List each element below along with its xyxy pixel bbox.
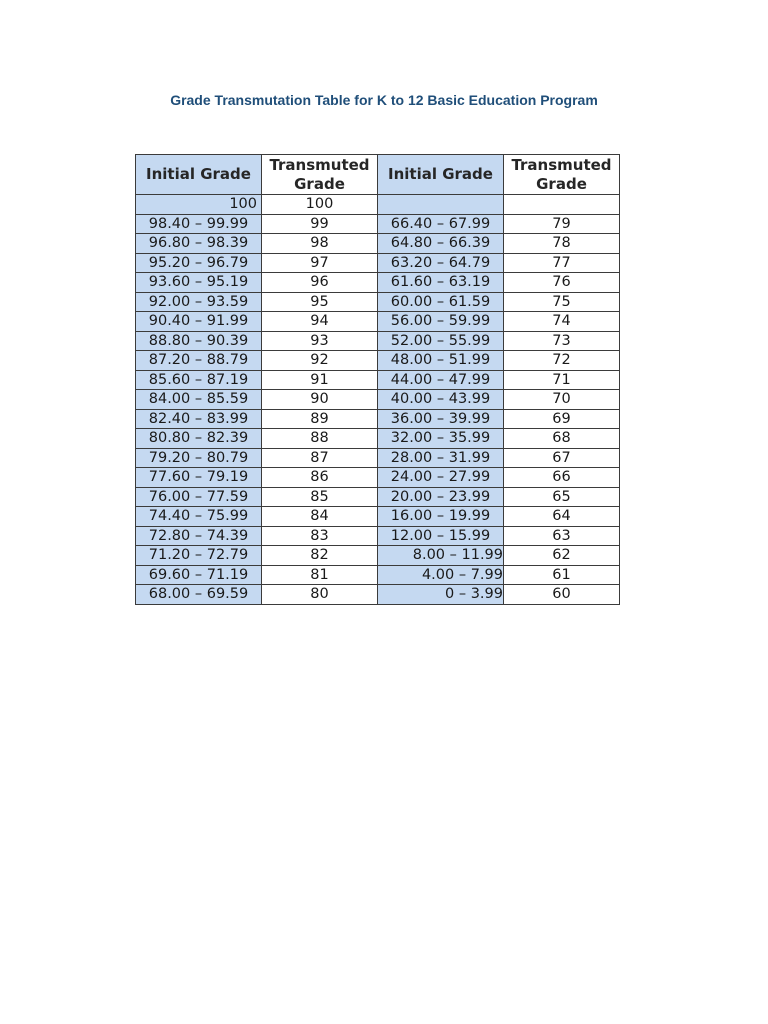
initial-grade-cell-2: 61.60 – 63.19 (378, 273, 504, 293)
transmuted-grade-cell: 83 (262, 526, 378, 546)
transmuted-grade-cell: 97 (262, 253, 378, 273)
initial-grade-cell-2: 66.40 – 67.99 (378, 214, 504, 234)
initial-grade-cell-2: 12.00 – 15.99 (378, 526, 504, 546)
table-row (136, 331, 620, 351)
initial-grade-cell-2: 63.20 – 64.79 (378, 253, 504, 273)
initial-grade-cell: 100 (136, 195, 262, 215)
initial-grade-cell-2: 48.00 – 51.99 (378, 351, 504, 371)
page-title: Grade Transmutation Table for K to 12 Basic Education Program (170, 92, 598, 108)
transmuted-grade-cell-2: 77 (504, 253, 620, 273)
transmuted-grade-cell-2: 70 (504, 390, 620, 410)
initial-grade-cell: 76.00 – 77.59 (136, 487, 262, 507)
initial-grade-cell: 95.20 – 96.79 (136, 253, 262, 273)
transmuted-grade-cell-2: 75 (504, 292, 620, 312)
table-header-row (136, 155, 620, 195)
transmuted-grade-cell-2: 67 (504, 448, 620, 468)
transmuted-grade-cell-2: 73 (504, 331, 620, 351)
table-row (136, 585, 620, 605)
table-row (136, 234, 620, 254)
transmuted-grade-cell-2: 64 (504, 507, 620, 527)
initial-grade-cell-2: 40.00 – 43.99 (378, 390, 504, 410)
transmuted-grade-cell-2: 72 (504, 351, 620, 371)
initial-grade-cell: 96.80 – 98.39 (136, 234, 262, 254)
transmuted-grade-cell: 92 (262, 351, 378, 371)
table-row (136, 351, 620, 371)
initial-grade-cell: 71.20 – 72.79 (136, 546, 262, 566)
initial-grade-cell: 92.00 – 93.59 (136, 292, 262, 312)
table-row (136, 526, 620, 546)
transmuted-grade-cell: 81 (262, 565, 378, 585)
initial-grade-cell: 77.60 – 79.19 (136, 468, 262, 488)
transmuted-grade-cell-2: 79 (504, 214, 620, 234)
transmuted-grade-cell: 90 (262, 390, 378, 410)
initial-grade-cell-2: 16.00 – 19.99 (378, 507, 504, 527)
transmuted-grade-cell-2: 68 (504, 429, 620, 449)
transmuted-grade-cell: 89 (262, 409, 378, 429)
transmuted-grade-cell: 82 (262, 546, 378, 566)
initial-grade-cell-2: 20.00 – 23.99 (378, 487, 504, 507)
transmuted-grade-cell: 84 (262, 507, 378, 527)
transmuted-grade-cell-2: 76 (504, 273, 620, 293)
transmuted-grade-cell: 88 (262, 429, 378, 449)
initial-grade-cell: 98.40 – 99.99 (136, 214, 262, 234)
initial-grade-cell: 72.80 – 74.39 (136, 526, 262, 546)
transmuted-grade-cell-2: 71 (504, 370, 620, 390)
header-initial-grade: Initial Grade (136, 155, 262, 195)
table-row (136, 507, 620, 527)
header-transmuted-grade-2: Transmuted Grade (504, 155, 620, 195)
table-row (136, 195, 620, 215)
transmuted-grade-cell-2: 78 (504, 234, 620, 254)
table-row (136, 312, 620, 332)
initial-grade-cell: 68.00 – 69.59 (136, 585, 262, 605)
initial-grade-cell-2: 36.00 – 39.99 (378, 409, 504, 429)
transmuted-grade-cell: 91 (262, 370, 378, 390)
table-row (136, 253, 620, 273)
initial-grade-cell-2: 44.00 – 47.99 (378, 370, 504, 390)
transmuted-grade-cell: 80 (262, 585, 378, 605)
transmutation-table (135, 154, 620, 605)
transmuted-grade-cell-2: 63 (504, 526, 620, 546)
initial-grade-cell: 82.40 – 83.99 (136, 409, 262, 429)
initial-grade-cell-2: 24.00 – 27.99 (378, 468, 504, 488)
initial-grade-cell: 74.40 – 75.99 (136, 507, 262, 527)
initial-grade-cell-2: 60.00 – 61.59 (378, 292, 504, 312)
initial-grade-cell-2: 52.00 – 55.99 (378, 331, 504, 351)
table-row (136, 214, 620, 234)
table-row (136, 370, 620, 390)
table-row (136, 292, 620, 312)
transmuted-grade-cell: 95 (262, 292, 378, 312)
transmuted-grade-cell: 94 (262, 312, 378, 332)
initial-grade-cell-2: 56.00 – 59.99 (378, 312, 504, 332)
transmuted-grade-cell: 93 (262, 331, 378, 351)
transmuted-grade-cell-2: 62 (504, 546, 620, 566)
initial-grade-cell-2: 32.00 – 35.99 (378, 429, 504, 449)
transmuted-grade-cell: 86 (262, 468, 378, 488)
initial-grade-cell: 88.80 – 90.39 (136, 331, 262, 351)
table-row (136, 273, 620, 293)
transmuted-grade-cell-2: 74 (504, 312, 620, 332)
table-row (136, 487, 620, 507)
initial-grade-cell-2: 0 – 3.99 (378, 585, 504, 605)
transmuted-grade-cell-2 (504, 195, 620, 215)
transmuted-grade-cell: 85 (262, 487, 378, 507)
transmuted-grade-cell-2: 60 (504, 585, 620, 605)
initial-grade-cell: 80.80 – 82.39 (136, 429, 262, 449)
transmuted-grade-cell-2: 69 (504, 409, 620, 429)
initial-grade-cell: 93.60 – 95.19 (136, 273, 262, 293)
initial-grade-cell-2: 8.00 – 11.99 (378, 546, 504, 566)
table-row (136, 448, 620, 468)
initial-grade-cell: 85.60 – 87.19 (136, 370, 262, 390)
table-row (136, 468, 620, 488)
transmuted-grade-cell: 87 (262, 448, 378, 468)
transmuted-grade-cell: 96 (262, 273, 378, 293)
table-row (136, 565, 620, 585)
table-row (136, 546, 620, 566)
header-initial-grade-2: Initial Grade (378, 155, 504, 195)
transmuted-grade-cell-2: 61 (504, 565, 620, 585)
transmuted-grade-cell: 99 (262, 214, 378, 234)
table-row (136, 409, 620, 429)
initial-grade-cell-2 (378, 195, 504, 215)
transmuted-grade-cell: 100 (262, 195, 378, 215)
transmuted-grade-cell: 98 (262, 234, 378, 254)
initial-grade-cell-2: 28.00 – 31.99 (378, 448, 504, 468)
table-row (136, 429, 620, 449)
transmuted-grade-cell-2: 66 (504, 468, 620, 488)
initial-grade-cell: 84.00 – 85.59 (136, 390, 262, 410)
initial-grade-cell: 79.20 – 80.79 (136, 448, 262, 468)
initial-grade-cell-2: 64.80 – 66.39 (378, 234, 504, 254)
transmuted-grade-cell-2: 65 (504, 487, 620, 507)
initial-grade-cell-2: 4.00 – 7.99 (378, 565, 504, 585)
table-body (136, 195, 620, 605)
initial-grade-cell: 87.20 – 88.79 (136, 351, 262, 371)
initial-grade-cell: 90.40 – 91.99 (136, 312, 262, 332)
initial-grade-cell: 69.60 – 71.19 (136, 565, 262, 585)
header-transmuted-grade: Transmuted Grade (262, 155, 378, 195)
table-row (136, 390, 620, 410)
